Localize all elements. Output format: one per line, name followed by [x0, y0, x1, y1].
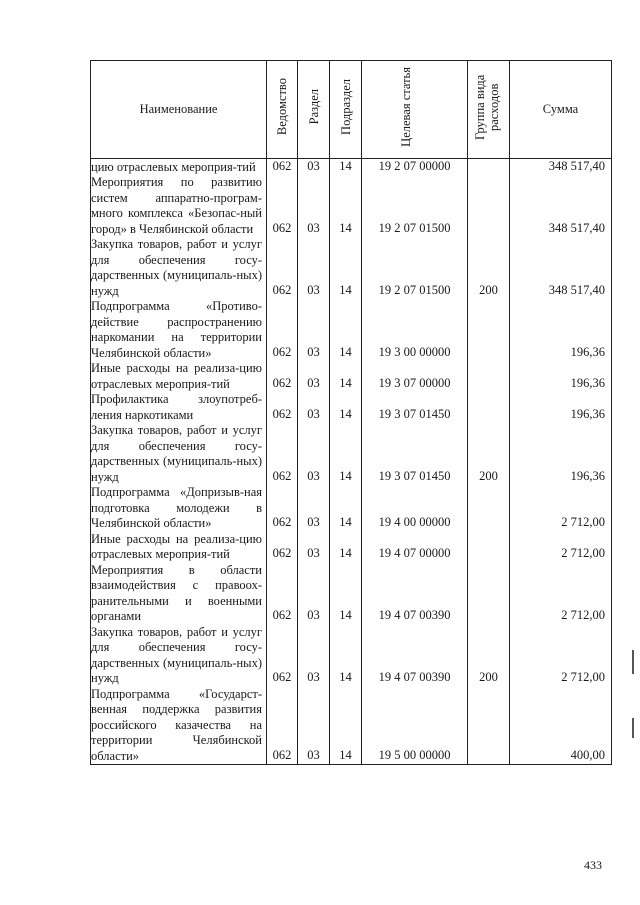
cell-amount: 2 712,00 [510, 625, 612, 687]
cell-expense-group [468, 175, 510, 237]
cell-section: 03 [298, 299, 330, 361]
cell-name: Закупка товаров, работ и услуг для обеспечения госу-дарственных (муниципаль-ных) нужд [91, 423, 267, 485]
table-row [91, 625, 612, 687]
scan-edge-mark [632, 718, 634, 738]
table-row [91, 158, 612, 175]
cell-department: 062 [267, 158, 298, 175]
cell-department: 062 [267, 687, 298, 765]
cell-section: 03 [298, 625, 330, 687]
cell-expense-group: 200 [468, 237, 510, 299]
table-row [91, 237, 612, 299]
page-number: 433 [584, 858, 602, 872]
cell-section: 03 [298, 158, 330, 175]
cell-subsection: 14 [330, 392, 362, 423]
cell-subsection: 14 [330, 361, 362, 392]
cell-name: Иные расходы на реализа-цию отраслевых мероприя-тий [91, 361, 267, 392]
cell-subsection: 14 [330, 625, 362, 687]
cell-amount: 196,36 [510, 299, 612, 361]
cell-name: Мероприятия в области взаимодействия с правоох-ранительными и военными органами [91, 563, 267, 625]
cell-expense-group [468, 361, 510, 392]
cell-department: 062 [267, 361, 298, 392]
cell-amount: 400,00 [510, 687, 612, 765]
cell-target-article: 19 3 07 01450 [362, 423, 468, 485]
cell-subsection: 14 [330, 563, 362, 625]
header-department: Ведомство [267, 61, 298, 159]
cell-amount: 348 517,40 [510, 158, 612, 175]
cell-subsection: 14 [330, 485, 362, 532]
cell-target-article: 19 4 07 00390 [362, 625, 468, 687]
cell-name: Закупка товаров, работ и услуг для обеспечения госу-дарственных (муниципаль-ных) нужд [91, 237, 267, 299]
cell-department: 062 [267, 485, 298, 532]
table-row [91, 361, 612, 392]
cell-target-article: 19 3 07 01450 [362, 392, 468, 423]
cell-expense-group: 200 [468, 625, 510, 687]
cell-expense-group [468, 299, 510, 361]
cell-amount: 2 712,00 [510, 485, 612, 532]
cell-name: Профилактика злоупотреб-ления наркотиками [91, 392, 267, 423]
header-target-article: Целевая статья [362, 61, 468, 159]
table-row [91, 532, 612, 563]
cell-subsection: 14 [330, 158, 362, 175]
cell-expense-group [468, 532, 510, 563]
cell-amount: 2 712,00 [510, 532, 612, 563]
table-header-row [91, 61, 612, 159]
header-section: Раздел [298, 61, 330, 159]
table-row [91, 423, 612, 485]
table-row [91, 299, 612, 361]
cell-section: 03 [298, 175, 330, 237]
cell-name: Подпрограмма «Государст-венная поддержка развития российского казачества на территории Челябинской области» [91, 687, 267, 765]
cell-expense-group: 200 [468, 423, 510, 485]
cell-amount: 196,36 [510, 392, 612, 423]
header-name: Наименование [91, 61, 267, 159]
cell-section: 03 [298, 237, 330, 299]
cell-subsection: 14 [330, 237, 362, 299]
scan-edge-mark [632, 650, 634, 674]
table-row [91, 687, 612, 765]
cell-subsection: 14 [330, 532, 362, 563]
cell-target-article: 19 3 07 00000 [362, 361, 468, 392]
cell-department: 062 [267, 625, 298, 687]
table-row [91, 485, 612, 532]
cell-name: Иные расходы на реализа-цию отраслевых мероприя-тий [91, 532, 267, 563]
table-row [91, 563, 612, 625]
cell-subsection: 14 [330, 687, 362, 765]
header-amount: Сумма [510, 61, 612, 159]
cell-expense-group [468, 485, 510, 532]
table-row [91, 175, 612, 237]
cell-subsection: 14 [330, 175, 362, 237]
cell-expense-group [468, 687, 510, 765]
cell-name: Мероприятия по развитию систем аппаратно-програм-много комплекса «Безопас-ный город» в Челябинской области [91, 175, 267, 237]
cell-amount: 196,36 [510, 361, 612, 392]
cell-department: 062 [267, 237, 298, 299]
budget-table [90, 60, 612, 765]
cell-amount: 2 712,00 [510, 563, 612, 625]
cell-amount: 196,36 [510, 423, 612, 485]
cell-subsection: 14 [330, 423, 362, 485]
cell-expense-group [468, 392, 510, 423]
cell-target-article: 19 4 00 00000 [362, 485, 468, 532]
cell-name: цию отраслевых мероприя-тий [91, 158, 267, 175]
cell-department: 062 [267, 423, 298, 485]
cell-section: 03 [298, 532, 330, 563]
cell-section: 03 [298, 423, 330, 485]
cell-expense-group [468, 563, 510, 625]
cell-department: 062 [267, 299, 298, 361]
cell-section: 03 [298, 392, 330, 423]
cell-department: 062 [267, 175, 298, 237]
cell-name: Закупка товаров, работ и услуг для обеспечения госу-дарственных (муниципаль-ных) нужд [91, 625, 267, 687]
cell-section: 03 [298, 361, 330, 392]
cell-department: 062 [267, 392, 298, 423]
cell-section: 03 [298, 687, 330, 765]
cell-expense-group [468, 158, 510, 175]
cell-target-article: 19 4 07 00000 [362, 532, 468, 563]
cell-target-article: 19 2 07 01500 [362, 175, 468, 237]
cell-department: 062 [267, 532, 298, 563]
cell-target-article: 19 2 07 00000 [362, 158, 468, 175]
cell-section: 03 [298, 485, 330, 532]
cell-subsection: 14 [330, 299, 362, 361]
cell-department: 062 [267, 563, 298, 625]
cell-target-article: 19 4 07 00390 [362, 563, 468, 625]
table-row [91, 392, 612, 423]
cell-name: Подпрограмма «Допризыв-ная подготовка молодежи в Челябинской области» [91, 485, 267, 532]
header-subsection: Подраздел [330, 61, 362, 159]
cell-target-article: 19 3 00 00000 [362, 299, 468, 361]
cell-amount: 348 517,40 [510, 237, 612, 299]
cell-target-article: 19 5 00 00000 [362, 687, 468, 765]
cell-name: Подпрограмма «Противо-действие распространению наркомании на территории Челябинской области» [91, 299, 267, 361]
cell-target-article: 19 2 07 01500 [362, 237, 468, 299]
header-expense-group: Группа вида расходов [468, 61, 510, 159]
cell-section: 03 [298, 563, 330, 625]
cell-amount: 348 517,40 [510, 175, 612, 237]
